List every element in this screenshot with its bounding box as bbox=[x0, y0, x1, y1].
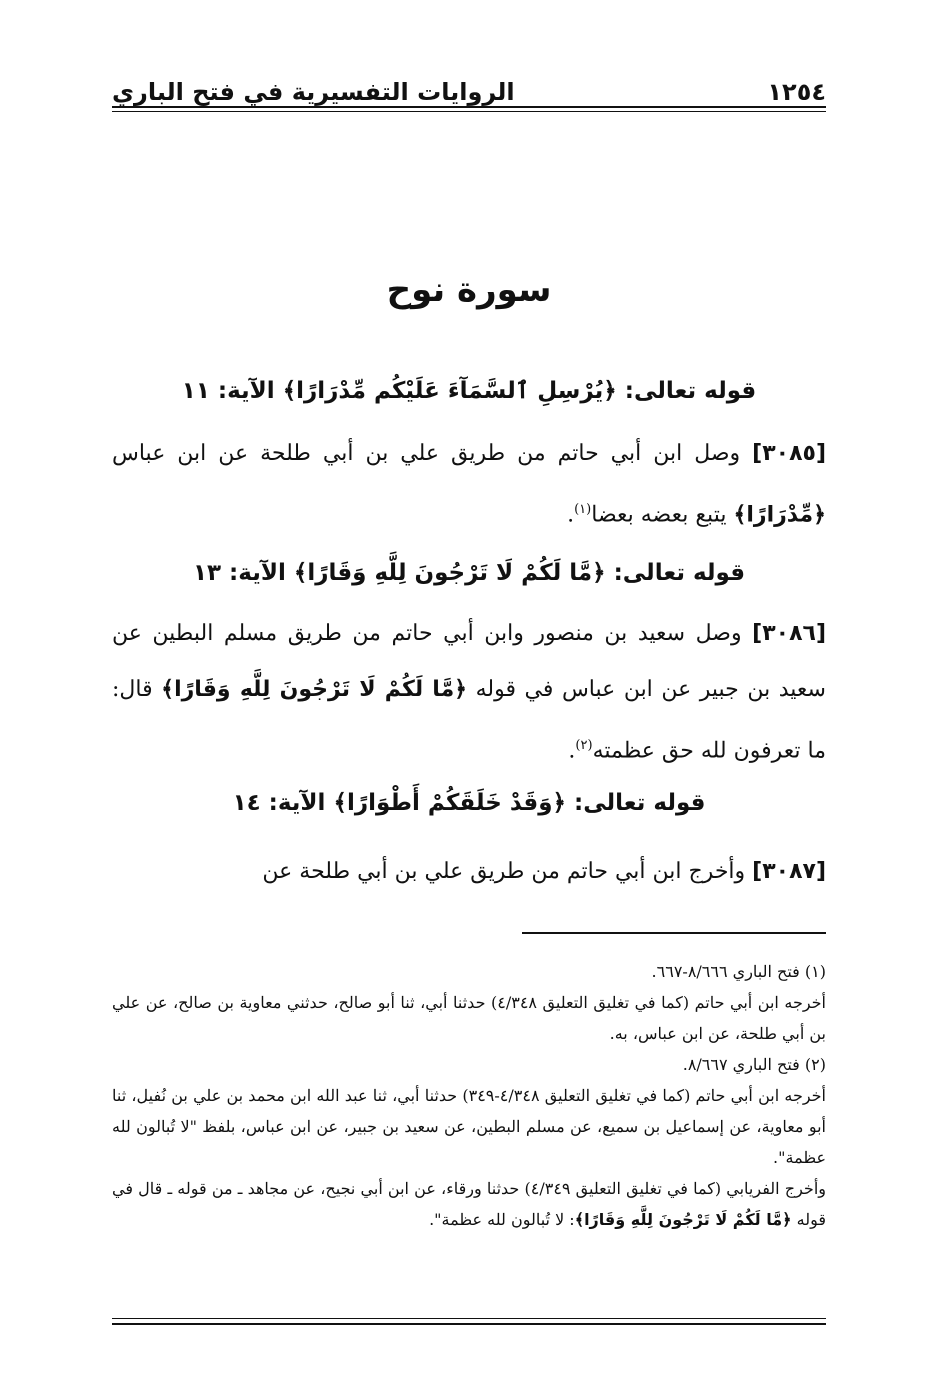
entry-end: . bbox=[567, 502, 575, 528]
heading-prefix: قوله تعالى: bbox=[624, 378, 757, 404]
entry-text-2: قال: ما تعرفون لله حق عظمته bbox=[112, 677, 826, 764]
entry-quote: ﴿مِّدْرَارًا﴾ bbox=[733, 502, 826, 528]
surah-title: سورة نوح bbox=[386, 270, 552, 310]
heading-verse: ﴿مَّا لَكُمْ لَا تَرْجُونَ لِلَّهِ وَقَارًا﴾ bbox=[293, 560, 606, 586]
footnotes bbox=[112, 956, 826, 1235]
bottom-rule-thin bbox=[112, 1318, 826, 1319]
entry-end: . bbox=[568, 738, 576, 764]
bottom-rule bbox=[112, 1323, 826, 1325]
header-rule bbox=[112, 106, 826, 108]
footnote-ref[interactable]: (١) bbox=[574, 502, 592, 517]
heading-suffix: الآية: ١٤ bbox=[232, 790, 326, 816]
entry-number: [٣٠٨٧] bbox=[752, 859, 826, 884]
page-number: ١٢٥٤ bbox=[767, 78, 826, 106]
heading-verse: ﴿وَقَدْ خَلَقَكُمْ أَطْوَارًا﴾ bbox=[333, 790, 566, 816]
entry-text-2: يتبع بعضه بعضا bbox=[591, 502, 727, 528]
footnote-2-extra-b: : لا تُبالون لله عظمة". bbox=[429, 1210, 575, 1229]
entry-text: وصل ابن أبي حاتم من طريق علي بن أبي طلحة عن ابن عباس bbox=[112, 441, 741, 466]
running-header bbox=[112, 66, 826, 106]
verse-heading-13 bbox=[112, 560, 826, 586]
heading-prefix: قوله تعالى: bbox=[613, 560, 746, 586]
verse-heading-14 bbox=[112, 790, 826, 816]
heading-suffix: الآية: ١٣ bbox=[192, 560, 286, 586]
heading-verse: ﴿يُرْسِلِ ٱلسَّمَآءَ عَلَيْكُم مِّدْرَارًا﴾ bbox=[282, 378, 617, 404]
entry-text: وأخرج ابن أبي حاتم من طريق علي بن أبي طلحة عن bbox=[262, 859, 746, 884]
entry-text: وصل سعيد بن منصور وابن أبي حاتم من طريق مسلم البطين عن سعيد بن جبير عن ابن عباس في قوله bbox=[112, 621, 826, 702]
entry-quote: ﴿مَّا لَكُمْ لَا تَرْجُونَ لِلَّهِ وَقَارًا﴾ bbox=[161, 677, 468, 702]
footnote-2-extra bbox=[112, 1173, 826, 1235]
footnote-2-detail: أخرجه ابن أبي حاتم (كما في تغليق التعليق ٤/٣٤٨-٣٤٩) حدثنا أبي، ثنا عبد الله ابن محمد بن علي بن نُفيل، ثنا أبو معاوية، عن إسماعيل بن سميع، عن مسلم البطين، عن سعيد بن جبير، عن ابن عباس، بلفظ "لا تُبالون لله عظمة". bbox=[112, 1086, 826, 1167]
entry-3087 bbox=[112, 844, 826, 900]
entry-3086 bbox=[112, 606, 826, 779]
footnote-2: (٢) فتح الباري ٨/٦٦٧. bbox=[682, 1055, 826, 1074]
entry-3085 bbox=[112, 426, 826, 543]
footnote-2-quote: ﴿مَّا لَكُمْ لَا تَرْجُونَ لِلَّهِ وَقَارًا﴾ bbox=[574, 1210, 792, 1229]
footnote-ref[interactable]: (٢) bbox=[575, 738, 593, 753]
footnote-2-extra-a: وأخرج الفريابي (كما في تغليق التعليق ٤/٣٤٩) حدثنا ورقاء، عن ابن أبي نجيح، عن مجاهد ـ من قوله ـ قال في قوله bbox=[112, 1179, 826, 1229]
footnote-separator bbox=[522, 932, 826, 934]
footnote-1: (١) فتح الباري ٨/٦٦٦-٦٦٧. bbox=[651, 962, 826, 981]
verse-heading-11 bbox=[112, 378, 826, 404]
heading-suffix: الآية: ١١ bbox=[181, 378, 275, 404]
footnote-1-detail: أخرجه ابن أبي حاتم (كما في تغليق التعليق ٤/٣٤٨) حدثنا أبي، ثنا أبو صالح، حدثني معاوية بن صالح، عن علي بن أبي طلحة، عن ابن عباس، به. bbox=[112, 993, 827, 1043]
entry-number: [٣٠٨٥] bbox=[752, 441, 826, 466]
heading-prefix: قوله تعالى: bbox=[574, 790, 706, 816]
book-title: الروايات التفسيرية في فتح الباري bbox=[112, 78, 515, 106]
header-rule-thin bbox=[112, 111, 826, 112]
entry-number: [٣٠٨٦] bbox=[752, 621, 826, 646]
